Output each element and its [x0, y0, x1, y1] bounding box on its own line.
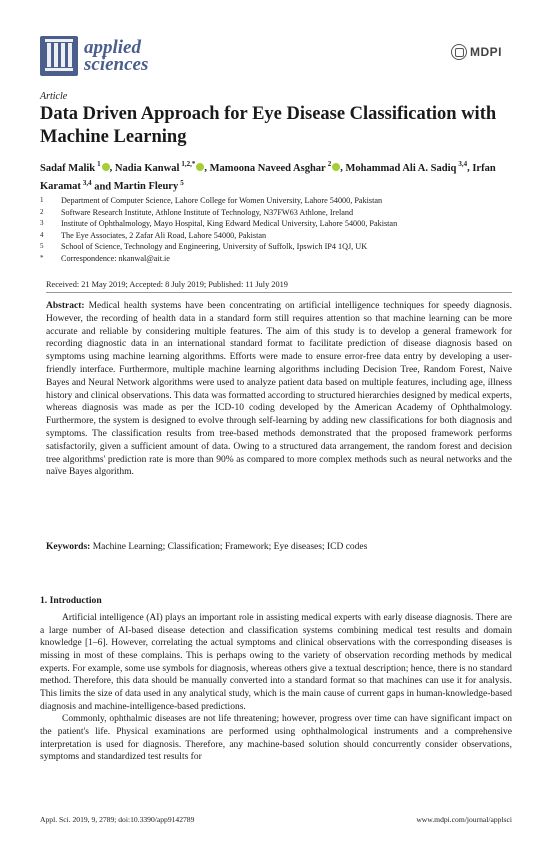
author-affiliation-sup: 1,2,* [181, 160, 196, 168]
orcid-icon[interactable] [332, 163, 340, 171]
affiliation-mark: 1 [40, 196, 44, 204]
orcid-icon[interactable] [196, 163, 204, 171]
affiliation-text: Department of Computer Science, Lahore College for Women University, Lahore 54000, Pakistan [61, 196, 383, 205]
author [345, 160, 468, 174]
affiliation-text: Institute of Ophthalmology, Mayo Hospital, King Edward Medical University, Lahore 54000, Pakistan [61, 219, 398, 228]
affiliation-mark: * [40, 253, 44, 262]
author-name: Martin Fleury [113, 181, 179, 192]
affiliation-row [40, 207, 510, 219]
article-type: Article [40, 91, 68, 102]
affiliation-text: School of Science, Technology and Engineering, University of Suffolk, Ipswich IP4 1QJ, UK [61, 242, 368, 251]
affiliation-mark: 2 [40, 207, 44, 216]
paper-title: Data Driven Approach for Eye Disease Classification with Machine Learning [40, 104, 497, 147]
footer-citation: Appl. Sci. 2019, 9, 2789; doi:10.3390/app9142789 [40, 815, 195, 824]
keywords [46, 541, 512, 554]
affiliation-mark: 4 [40, 230, 44, 239]
publisher-name: MDPI [470, 45, 502, 59]
author-conjunction: and [94, 181, 112, 192]
author-affiliation-sup: 3,4 [82, 178, 92, 187]
body-text [40, 612, 512, 764]
affiliations [40, 195, 510, 264]
paragraph: Artificial intelligence (AI) plays an important role in assisting medical experts with early disease diagnosis. There are a large number of AI-based disease detection and classification systems combining medical test results and domain knowledge [1–6]. However, correlating the actual symptoms and clinical observations with the corresponding diseases is missing in most of these complains. This is perhaps owing to the variety of observation recording methods by medical experts. For example, some use symbols for diagnosis, whereas others give a textual description; hence, there is no standard method. Therefore, this data should be manually converted into a standard format so that machines can use it for analysis. This limits the size of data used in any analytical study, which is the main cause of current gaps in human-knowledge-based diagnosis and machine-intelligence-based predictions. [40, 613, 512, 712]
author-affiliation-sup: 3,4 [458, 160, 468, 168]
journal-logo [40, 36, 148, 76]
affiliation-mark: 5 [40, 242, 44, 250]
affiliation-row [40, 230, 510, 242]
abstract-text: Medical health systems have been concentrating on artificial intelligence techniques for speedy diagnosis. However, the recording of health data in a standard form still requires attention so that machine learning can be more accurate and reliable by considering multiple features. The aim of this study is to develop a general framework for recording diagnostic data in an international standard format to facilitate prediction of disease diagnosis based on symptoms using machine learning algorithms. Efforts were made to ensure error-free data entry by developing a user-friendly interface. Furthermore, multiple machine learning algorithms including Decision Tree, Random Forest, Naive Bayes and Neural Network algorithms were used to analyze patient data based on multiple features, including age, illness history and clinical observations. This data was formatted according to structured hierarchies designed by medical experts, whereas diagnosis was made as per the ICD-10 coding developed by the American Academy of Ophthalmology. Furthermore, the system is designed to evolve through self-learning by adding new classifications for both diagnosis and symptoms. The classification results from tree-based methods demonstrated that the proposed framework performs satisfactorily, given a sufficient amount of data. Owing to a structured data arrangement, the random forest and decision tree algorithms' prediction rate is more than 90% as compared to more complex methods such as neural networks and the naïve Bayes algorithm. [46, 301, 512, 478]
author-name: Nadia Kanwal [114, 162, 180, 174]
author-name: Mohammad Ali A. Sadiq [345, 162, 457, 174]
affiliation-row [40, 218, 510, 230]
affiliation-mark: 3 [40, 219, 44, 227]
author [40, 160, 110, 174]
author-name: Mamoona Naveed Asghar [209, 162, 326, 174]
section-heading: 1. Introduction [40, 595, 102, 606]
orcid-icon[interactable] [102, 163, 110, 171]
affiliation-row [40, 241, 510, 253]
author-name: Irfan Karamat [40, 162, 496, 192]
paragraph: Commonly, ophthalmic diseases are not life threatening; however, progress over time can have significant impact on the patient's life. Physical examinations are performed using ophthalmological instruments and a comprehensive interpretation is used for diagnosis. Therefore, any machine-based solution should concurrently consider observations, symptoms and standardized test results for [40, 714, 512, 763]
divider [46, 292, 512, 293]
author [209, 160, 341, 174]
affiliation-row [40, 195, 510, 207]
author [114, 160, 204, 174]
keywords-label: Keywords: [46, 542, 91, 552]
journal-emblem-icon [40, 36, 78, 76]
author-affiliation-sup: 2 [327, 160, 332, 168]
keywords-text: Machine Learning; Classification; Framework; Eye diseases; ICD codes [92, 542, 368, 552]
author-affiliation-sup: 5 [180, 178, 184, 187]
journal-name: applied sciences [84, 37, 149, 75]
author [113, 178, 184, 192]
author-list: Sadaf Malik $^1$ , Nadia Kanwal $^{1,2,*}$ , Mamoona Naveed Asghar $^2$ , Mohammad Ali A. Sadiq $^{3,4}$, Irfan Karamat $^{3,4}$ and Martin Fleury $^5$ [40, 160, 496, 192]
publisher-logo [451, 44, 502, 60]
abstract [46, 300, 512, 479]
affiliation-text: The Eye Associates, 2 Zafar Ali Road, Lahore 54000, Pakistan [61, 230, 267, 240]
affiliation-text: Correspondence: nkanwal@ait.ie [61, 253, 170, 263]
author-affiliation-sup: 1 [97, 160, 101, 168]
publisher-emblem-icon [451, 44, 467, 60]
footer-journal-url[interactable]: www.mdpi.com/journal/applsci [416, 815, 512, 824]
abstract-label: Abstract: [46, 301, 85, 311]
affiliation-text: Software Research Institute, Athlone Institute of Technology, N37FW63 Athlone, Ireland [61, 207, 354, 217]
publication-dates: Received: 21 May 2019; Accepted: 8 July 2019; Published: 11 July 2019 [46, 280, 288, 289]
author-name: Sadaf Malik [40, 162, 96, 174]
affiliation-row [40, 253, 510, 265]
